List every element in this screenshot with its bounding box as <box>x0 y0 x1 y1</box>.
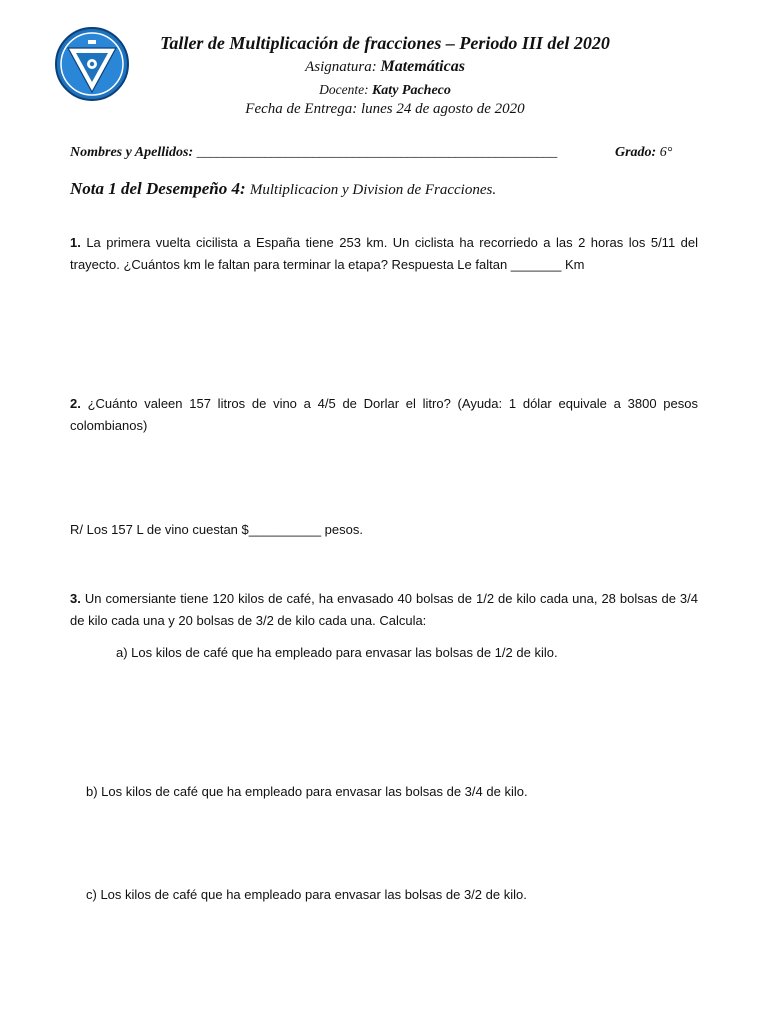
subquestion-c: c) Los kilos de café que ha empleado para envasar las bolsas de 3/2 de kilo. <box>86 887 527 902</box>
school-logo <box>54 26 130 102</box>
subject-line <box>150 58 620 76</box>
question-number: 3. <box>70 591 81 606</box>
worksheet-title: Taller de Multiplicación de fracciones – Periodo III del 2020 <box>160 33 610 53</box>
grade-value: 6° <box>659 145 673 160</box>
student-name-row <box>70 145 690 161</box>
teacher-label: Docente: <box>319 82 369 97</box>
teacher-value: Katy Pacheco <box>371 83 451 98</box>
teacher-line <box>150 82 620 99</box>
subject-value: Matemáticas <box>380 58 465 75</box>
subquestion-b: b) Los kilos de café que ha empleado para envasar las bolsas de 3/4 de kilo. <box>86 784 528 799</box>
nota-topic: Multiplicacion y Division de Fracciones. <box>249 182 497 198</box>
subject-label: Asignatura: <box>305 59 377 75</box>
name-label: Nombres y Apellidos: <box>70 145 194 160</box>
nota-heading <box>70 179 496 199</box>
subquestion-a: a) Los kilos de café que ha empleado para envasar las bolsas de 1/2 de kilo. <box>116 645 558 660</box>
question-number: 1. <box>70 235 81 250</box>
question-text: La primera vuelta cicilista a España tiene 253 km. Un ciclista ha recorriedo a las 2 horas los 5/11 del trayecto. ¿Cuántos km le faltan para terminar la etapa? Respuesta Le faltan _______ Km <box>70 235 698 272</box>
grade-label: Grado: <box>615 145 657 160</box>
answer-line-q2: R/ Los 157 L de vino cuestan $__________ pesos. <box>70 522 363 537</box>
question-number: 2. <box>70 396 81 411</box>
nota-label: Nota 1 del Desempeño 4: <box>70 179 246 198</box>
question-3 <box>70 588 698 632</box>
question-text: Un comersiante tiene 120 kilos de café, ha envasado 40 bolsas de 1/2 de kilo cada una, 28 bolsas de 3/4 de kilo cada una y 20 bolsas de 3/2 de kilo cada una. Calcula: <box>70 591 698 628</box>
question-1 <box>70 232 698 276</box>
due-date: Fecha de Entrega: lunes 24 de agosto de 2020 <box>245 101 525 117</box>
question-2 <box>70 393 698 437</box>
school-shield-icon <box>54 26 130 102</box>
question-text: ¿Cuánto valeen 157 litros de vino a 4/5 de Dorlar el litro? (Ayuda: 1 dólar equivale a 3800 pesos colombianos) <box>70 396 698 433</box>
name-blank: _____________________________________________________ <box>196 145 558 160</box>
grade-field <box>615 145 672 161</box>
